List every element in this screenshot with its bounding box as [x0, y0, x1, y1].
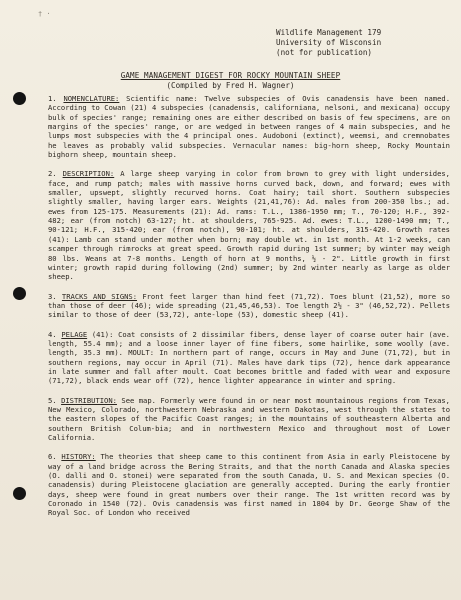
section-description — [48, 169, 450, 281]
section-heading: NOMENCLATURE: — [63, 94, 120, 103]
section-text: A large sheep varying in color from brown to grey with light undersides, face, and rump patch; males with massive horns curved back, down, and forward; ewes with smaller, upswept, slightly recurved horns. Coat hairy; tail short. Southern subspecies slightly smaller, having larger ears. Weights (21,41,76): Ad. males from 200-350 lbs.; ad. ewes from 125-175. Measurements (21): Ad. rams: T.L., 1386-1950 mm; T., 70-120; H.F., 392-482; ear (from notch) 63-127; ht. at shoulders, 765-925. Ad. ewes: T.L., 1200-1490 mm; T., 90-121; H.F., 315-420; ear (from notch), 90-101; ht. at shoulders, 315-420. Growth rates (41): Lamb can stand under mother when born; may double wt. in 1st month. At 1-2 weeks, can scamper through rimrocks at great speed. Growth rapid during 1st summer; by winter may weigh 80 lbs. Weans at 7-8 months. Length of horn at 9 months, ½ - 2". Little growth in first winter; growth rapid during following (2nd) summer; by 2nd winter nearly as large as older sheep. — [48, 169, 450, 282]
section-pelage — [48, 330, 450, 386]
section-text: The theories that sheep came to this continent from Asia in early Pleistocene by way of a land bridge across the Bering Straits, and that the north Canada and Alaska species (O. dalli and O. stonei) were separated from the south Canada, U. S. and Mexican species (O. canadensis) during Pleistocene glaciation are generally accepted. During the early frontier days, sheep were found in great numbers over their range. The 1st written record was by Coronado in 1540 (72). Ovis canadensis was first named in 1804 by Dr. George Shaw of the Royal Soc. of London who received — [48, 452, 450, 518]
section-text: (41): Coat consists of 2 dissimilar fibers, dense layer of coarse outer hair (ave. length, 55.4 mm); and a loose inner layer of fine fibers, some hairlike, some woolly (ave. length, 35.3 mm). MOULT: In northern part of range, occurs in May and June (71,72), but in southern regions, may occur in April (71). Males have dark tips (72), hence dark appearance in late summer and fall after moult. Coat becomes brittle and faded with wear and exposure (71,72), black ends wear off (72), hence lighter appearance in winter and spring. — [48, 329, 450, 386]
section-heading: DISTRIBUTION: — [61, 395, 117, 405]
section-number: 4. — [48, 329, 57, 339]
section-distribution — [48, 396, 450, 443]
punch-hole-bottom — [13, 487, 26, 500]
section-number: 6. — [48, 452, 57, 462]
section-number: 5. — [48, 395, 57, 405]
section-number: 3. — [48, 291, 57, 301]
section-tracks-and-signs — [48, 292, 450, 320]
section-heading: TRACKS AND SIGNS: — [61, 291, 138, 301]
section-heading: HISTORY: — [61, 452, 96, 462]
section-text: See map. Formerly were found in or near most mountainous regions from Texas, New Mexico, Colorado, northwestern Nebraska and western Dakotas, west through the states to the eastern slopes of the Pacific Coast ranges; in the mountains of southeastern Alberta and southern British Colum-bia; and in northwestern Mexico and throughout most of Lower California. — [48, 395, 450, 442]
section-heading: DESCRIPTION: — [62, 169, 115, 179]
margin-mark: † · — [38, 10, 51, 18]
section-nomenclature — [48, 94, 450, 159]
punch-hole-middle — [13, 287, 26, 300]
section-number: 1. — [48, 94, 57, 103]
document-title — [0, 71, 461, 91]
punch-hole-top — [13, 92, 26, 105]
digest-body — [48, 94, 450, 528]
section-heading: PELAGE — [61, 329, 88, 339]
title-main: GAME MANAGEMENT DIGEST FOR ROCKY MOUNTAIN SHEEP — [120, 71, 341, 80]
section-text: Scientific name: Twelve subspecies of Ovis canadensis have been named. According to Cowan (21) 4 subspecies (canadensis, californiana, nelsoni, and mexicana) occupy bulk of species' range; remaining ones are either described on basis of few specimens, are on margins of the species' range, or are wedged in between ranges of 4 main subspecies, and he lumps most subspecies with the 4 principal ones. Audoboni (extinct), weemsi, and cremnobates he leaves as probably valid subspecies. Vernacular names: big-horn sheep, Rocky Mountain bighorn sheep, mountain sheep. — [48, 94, 450, 160]
title-compiler: (Compiled by Fred H. Wagner) — [166, 81, 295, 90]
course-header: Wildlife Management 179 University of Wisconsin (not for publication) — [276, 28, 382, 58]
section-history — [48, 452, 450, 517]
section-number: 2. — [48, 169, 57, 179]
section-text: Front feet larger than hind feet (71,72). Toes blunt (21,52), more so than those of deer (46); wide spreading (21,45,46,53). Toe length 2½ - 3" (46,52,72). Pellets similar to those of deer (53,72), ante-lope (53), domestic sheep (41). — [48, 291, 450, 320]
